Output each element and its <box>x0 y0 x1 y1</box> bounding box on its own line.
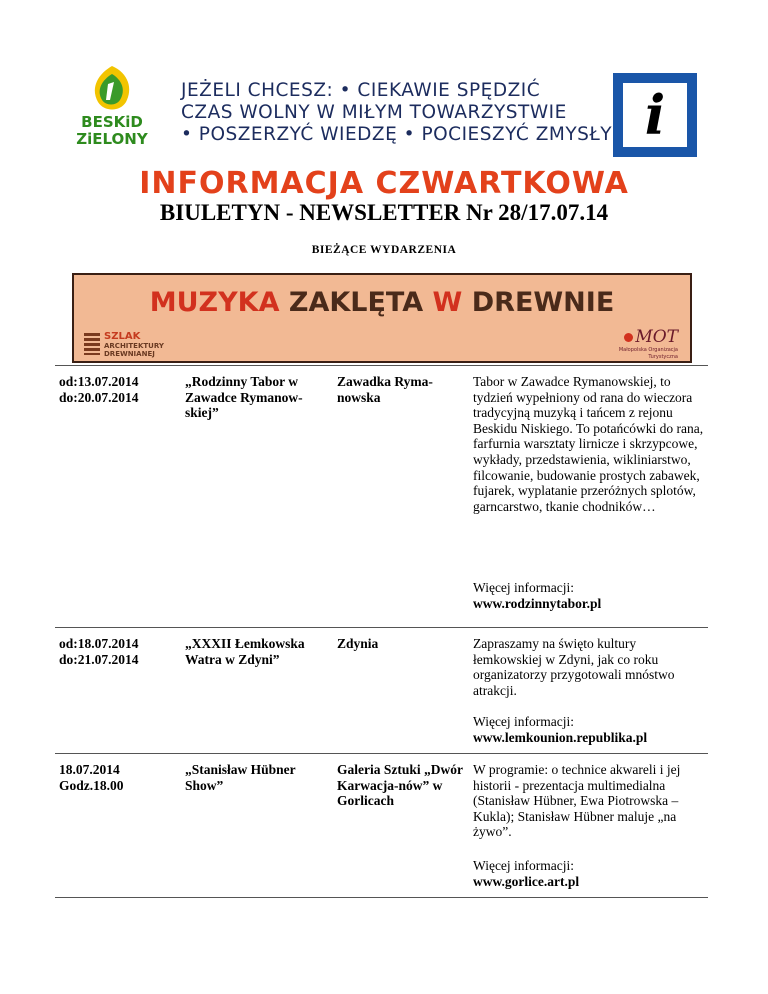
more-label: Więcej informacji: <box>473 580 575 595</box>
info-sign-icon <box>613 73 697 157</box>
section-heading: BIEŻĄCE WYDARZENIA <box>311 244 457 256</box>
event-date: od:18.07.2014 do:21.07.2014 <box>59 636 139 667</box>
event-row <box>55 365 708 628</box>
mot-dot-icon <box>624 333 633 342</box>
tagline-line1: JEŻELI CHCESZ: • CIEKAWIE SPĘDZIĆ <box>181 80 541 101</box>
banner-title-part3: W <box>432 287 463 318</box>
event-description: Tabor w Zawadce Rymanowskiej, to tydzień wypełniony od rana do wieczora tradycyjną muzyką i tańcem z rejonu Beskidu Niskiego. To potańcówki do rana, farfurnia warsztaty lirnicze i skrzypcowe, wykłady, przedstawienia, wikliniarstwo, filcowanie, budowanie prostych zabawek, fujarek, wyplatanie przeróżnych splotów, garncarstwo, tkanie chodników… <box>473 374 704 514</box>
event-more <box>473 714 708 745</box>
event-link[interactable]: www.lemkounion.republika.pl <box>473 729 648 745</box>
event-title: „XXXII Łemkowska Watra w Zdyni” <box>185 636 305 667</box>
szlak-logo <box>84 331 204 359</box>
event-title: „Stanisław Hübner Show” <box>185 762 296 793</box>
tagline-line2: CZAS WOLNY W MIŁYM TOWARZYSTWIE <box>181 102 567 123</box>
event-description: Zapraszamy na święto kultury łemkowskiej w Zdyni, jak co roku organizatorzy przygotowali mnóstwo atrakcji. <box>473 636 675 698</box>
more-label: Więcej informacji: <box>473 714 575 729</box>
banner-title <box>74 287 690 318</box>
event-title: „Rodzinny Tabor w Zawadce Rymanow-skiej” <box>185 374 303 421</box>
mot-logo <box>598 327 678 359</box>
event-more <box>473 580 708 611</box>
event-date: 18.07.2014 Godz.18.00 <box>59 762 124 793</box>
page-title: INFORMACJA CZWARTKOWA <box>139 166 629 201</box>
event-link[interactable]: www.rodzinnytabor.pl <box>473 595 602 611</box>
event-description: W programie: o technice akwareli i jej historii - prezentacja multimedialna (Stanisław Hübner, Ewa Piotrowska – Kukla); Stanisław Hübner maluje „na żywo”. <box>473 762 681 840</box>
tagline-line3: • POSZERZYĆ WIEDZĘ • POCIESZYĆ ZMYSŁY <box>181 124 613 145</box>
logo-text-line2: ZiELONY <box>76 130 148 148</box>
event-place: Zawadka Ryma-nowska <box>337 374 433 405</box>
szlak-line3: DREWNIANEJ <box>104 350 155 358</box>
event-place: Galeria Sztuki „Dwór Karwacja-nów” w Gorlicach <box>337 762 463 809</box>
logo-text-line1: BESKiD <box>81 113 143 131</box>
newsletter-subtitle: BIULETYN - NEWSLETTER Nr 28/17.07.14 <box>159 200 609 225</box>
event-banner <box>72 273 692 363</box>
banner-title-part4: DREWNIE <box>462 287 615 318</box>
szlak-mark-icon <box>84 333 100 355</box>
tagline <box>181 80 613 146</box>
leaf-icon <box>86 64 138 114</box>
banner-title-part2: ZAKLĘTA <box>279 287 433 318</box>
more-label: Więcej informacji: <box>473 858 575 873</box>
event-date: od:13.07.2014 do:20.07.2014 <box>59 374 139 405</box>
banner-title-part1: MUZYKA <box>149 287 280 318</box>
events-table <box>55 365 708 898</box>
szlak-line2: ARCHITEKTURY <box>104 342 164 350</box>
mot-subtitle: Małopolska Organizacja Turystyczna <box>618 347 678 360</box>
event-more <box>473 858 708 889</box>
mot-logo-text: MOT <box>635 327 678 347</box>
beskid-zielony-logo <box>70 64 154 152</box>
info-glyph: i <box>644 83 666 147</box>
szlak-line1: SZLAK <box>104 331 141 342</box>
event-place: Zdynia <box>337 636 379 651</box>
event-row <box>55 628 708 754</box>
event-row <box>55 754 708 898</box>
event-link[interactable]: www.gorlice.art.pl <box>473 873 580 889</box>
